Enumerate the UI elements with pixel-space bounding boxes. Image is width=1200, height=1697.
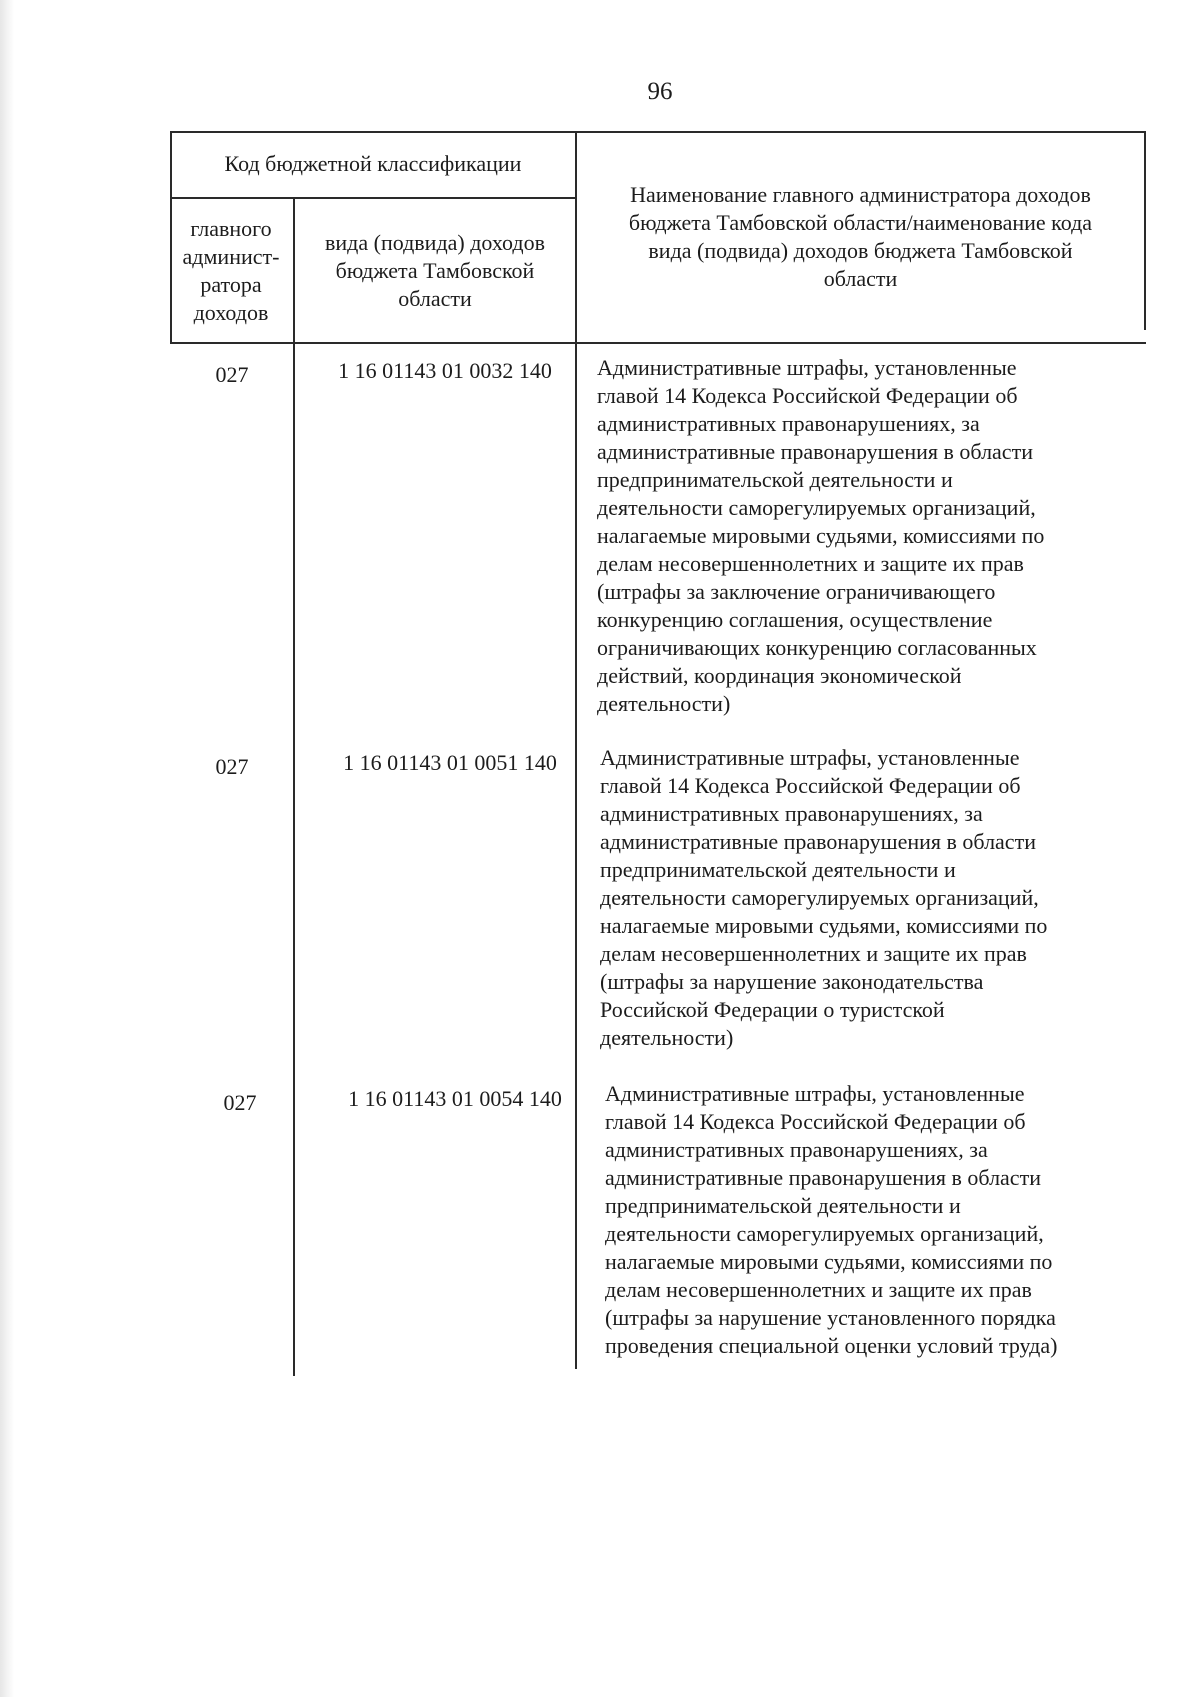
description-line: (штрафы за нарушение законодательства (600, 969, 984, 994)
description-line: делам несовершеннолетних и защите их прав (600, 941, 1027, 966)
header-col-code-line: области (398, 285, 472, 311)
description-line: административные правонарушения в области (605, 1165, 1041, 1190)
description-line: административных правонарушениях, за (605, 1137, 988, 1162)
description-line: налагаемые мировыми судьями, комиссиями по (605, 1249, 1053, 1274)
description-line: предпринимательской деятельности и (600, 857, 956, 882)
header-col-name-line: Наименование главного администратора доходов (630, 181, 1091, 207)
description-line: Административные штрафы, установленные (605, 1081, 1025, 1106)
page-number: 96 (647, 78, 673, 105)
description-line: действий, координация экономической (597, 663, 962, 688)
description-line: главой 14 Кодекса Российской Федерации об (597, 383, 1018, 408)
description-line: деятельности) (597, 691, 731, 716)
description-line: деятельности) (600, 1025, 734, 1050)
description-line: налагаемые мировыми судьями, комиссиями по (600, 913, 1048, 938)
description-line: деятельности саморегулируемых организаций, (597, 495, 1036, 520)
description-line: Российской Федерации о туристской (600, 997, 945, 1022)
description-line: проведения специальной оценки условий труда) (605, 1333, 1058, 1358)
body-col-divider-2 (575, 344, 577, 1369)
description-line: административные правонарушения в области (600, 829, 1036, 854)
table-header (170, 131, 1146, 344)
header-col-code (295, 199, 575, 342)
header-bottom-border (170, 342, 1146, 344)
description-line: административных правонарушениях, за (600, 801, 983, 826)
header-col-name-line: бюджета Тамбовской области/наименование кода (628, 209, 1093, 235)
description-line: делам несовершеннолетних и защите их прав (605, 1277, 1032, 1302)
description-line: делам несовершеннолетних и защите их прав (597, 551, 1024, 576)
description-line: деятельности саморегулируемых организаций, (605, 1221, 1044, 1246)
row-1-revenue-code: 1 16 01143 01 0032 140 (338, 358, 552, 383)
description-line: Административные штрафы, установленные (600, 745, 1020, 770)
body-col-divider-1 (293, 344, 295, 1376)
description-line: административных правонарушениях, за (597, 411, 980, 436)
description-line: Административные штрафы, установленные (597, 355, 1017, 380)
description-line: предпринимательской деятельности и (597, 467, 953, 492)
header-right-border (1144, 131, 1146, 330)
row-2-revenue-code: 1 16 01143 01 0051 140 (343, 750, 557, 775)
header-col-admin-line: админист- (182, 243, 280, 269)
header-group-title: Код бюджетной классификации (224, 151, 522, 176)
row-1-description (597, 354, 1117, 718)
row-2-description (600, 744, 1120, 1052)
header-col-admin-line: доходов (193, 299, 269, 325)
description-line: административные правонарушения в области (597, 439, 1033, 464)
row-2-admin-code: 027 (215, 754, 249, 779)
description-line: налагаемые мировыми судьями, комиссиями по (597, 523, 1045, 548)
scan-edge-shadow (0, 0, 14, 1697)
row-3-admin-code: 027 (223, 1090, 257, 1115)
header-col-admin-line: ратора (200, 271, 262, 297)
header-col-name-line: области (823, 265, 898, 291)
header-col-code-line: вида (подвида) доходов (325, 229, 545, 255)
row-1-admin-code: 027 (215, 362, 249, 387)
header-col-admin (170, 199, 292, 342)
description-line: деятельности саморегулируемых организаций, (600, 885, 1039, 910)
description-line: главой 14 Кодекса Российской Федерации об (605, 1109, 1026, 1134)
description-line: (штрафы за нарушение установленного порядка (605, 1305, 1056, 1330)
description-line: конкуренцию соглашения, осуществление (597, 607, 993, 632)
description-line: ограничивающих конкуренцию согласованных (597, 635, 1037, 660)
description-line: предпринимательской деятельности и (605, 1193, 961, 1218)
row-3-revenue-code: 1 16 01143 01 0054 140 (348, 1086, 562, 1111)
header-col-name-line: вида (подвида) доходов бюджета Тамбовской (648, 237, 1073, 263)
row-3-description (605, 1080, 1125, 1360)
description-line: главой 14 Кодекса Российской Федерации об (600, 773, 1021, 798)
description-line: (штрафы за заключение ограничивающего (597, 579, 996, 604)
header-col-name (577, 131, 1144, 342)
header-col-admin-line: главного (190, 215, 272, 241)
header-col-code-line: бюджета Тамбовской (335, 257, 535, 283)
